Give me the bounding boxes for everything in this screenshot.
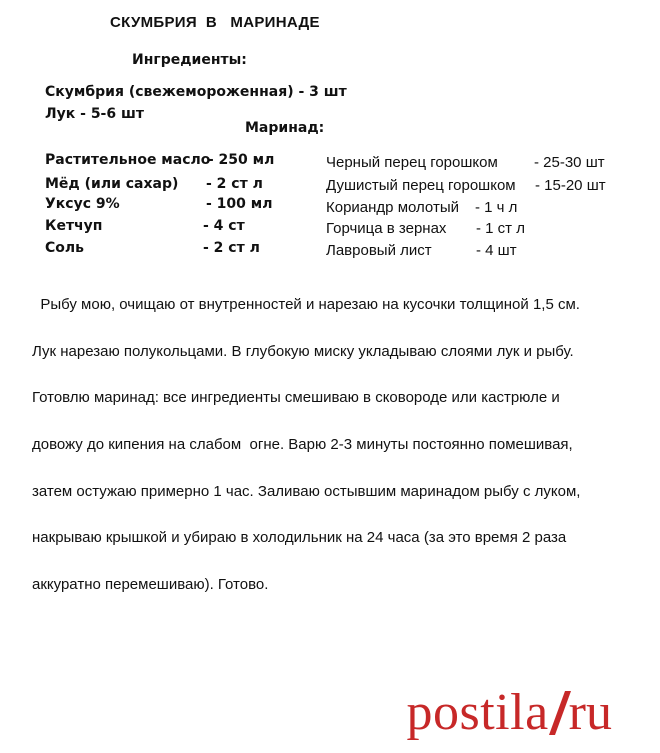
marinade-right-row bbox=[326, 154, 605, 171]
marinade-left-name: Мёд (или сахар) bbox=[45, 176, 179, 192]
marinade-left-name: Кетчуп bbox=[45, 218, 103, 234]
marinade-left-amount: - 2 ст л bbox=[203, 240, 260, 256]
logo-name: postila bbox=[406, 684, 549, 741]
marinade-right-row bbox=[326, 242, 517, 259]
marinade-right-row bbox=[326, 220, 525, 237]
logo-slash-icon bbox=[549, 691, 571, 735]
marinade-right-amount: - 1 ч л bbox=[475, 199, 518, 216]
marinade-left-amount: - 2 ст л bbox=[206, 176, 263, 192]
instruction-line: аккуратно перемешиваю). Готово. bbox=[32, 575, 269, 593]
marinade-left-name: Соль bbox=[45, 240, 84, 256]
marinade-left-amount: - 4 ст bbox=[203, 218, 245, 234]
ingredients-heading: Ингредиенты: bbox=[132, 52, 247, 68]
marinade-right-name: Кориандр молотый bbox=[326, 199, 459, 216]
marinade-left-name: Уксус 9% bbox=[45, 196, 120, 212]
marinade-right-name: Черный перец горошком bbox=[326, 154, 498, 171]
marinade-right-name: Душистый перец горошком bbox=[326, 177, 516, 194]
recipe-title: СКУМБРИЯ В МАРИНАДЕ bbox=[110, 14, 320, 31]
logo-tld: ru bbox=[568, 684, 612, 741]
instruction-line: Рыбу мою, очищаю от внутренностей и нарезаю на кусочки толщиной 1,5 см. bbox=[32, 296, 580, 314]
marinade-left-amount: - 250 мл bbox=[203, 152, 275, 168]
ingredient-item: Скумбрия (свежемороженная) - 3 шт bbox=[45, 84, 347, 100]
instruction-line: довожу до кипения на слабом огне. Варю 2-3 минуты постоянно помешивая, bbox=[32, 436, 573, 454]
marinade-right-name: Лавровый лист bbox=[326, 242, 432, 259]
instructions bbox=[32, 270, 644, 619]
ingredient-item: Лук - 5-6 шт bbox=[45, 106, 144, 122]
marinade-right-row bbox=[326, 177, 606, 194]
postila-logo bbox=[407, 683, 613, 742]
instruction-line: Лук нарезаю полукольцами. В глубокую миску укладываю слоями лук и рыбу. bbox=[32, 342, 574, 360]
instruction-line: Готовлю маринад: все ингредиенты смешиваю в сковороде или кастрюле и bbox=[32, 389, 560, 407]
marinade-right-amount: - 15-20 шт bbox=[535, 177, 606, 194]
marinade-left-name: Растительное масло bbox=[45, 152, 211, 168]
marinade-right-row bbox=[326, 199, 517, 216]
marinade-right-amount: - 25-30 шт bbox=[534, 154, 605, 171]
instruction-line: затем остужаю примерно 1 час. Заливаю остывшим маринадом рыбу с луком, bbox=[32, 482, 581, 500]
instruction-line: накрываю крышкой и убираю в холодильник на 24 часа (за это время 2 раза bbox=[32, 529, 567, 547]
marinade-right-name: Горчица в зернах bbox=[326, 220, 447, 237]
marinade-right-amount: - 4 шт bbox=[476, 242, 517, 259]
marinade-heading: Маринад: bbox=[245, 120, 325, 136]
marinade-left-amount: - 100 мл bbox=[206, 196, 273, 212]
marinade-right-amount: - 1 ст л bbox=[476, 220, 525, 237]
